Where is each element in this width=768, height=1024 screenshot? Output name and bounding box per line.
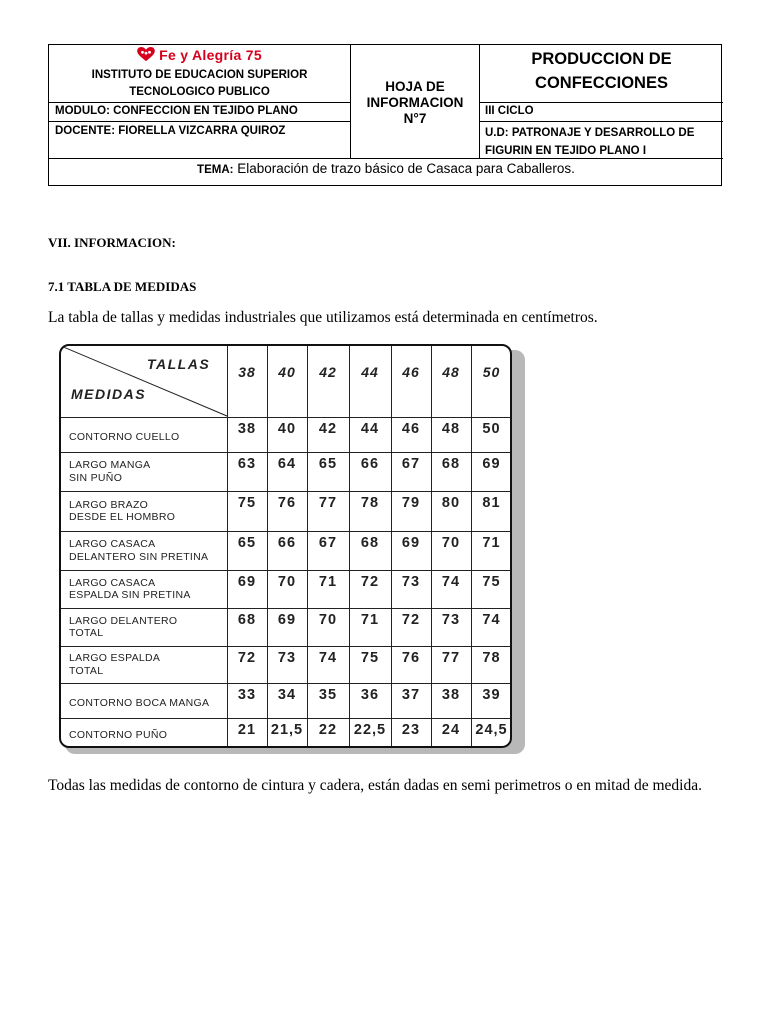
tema-label: TEMA: (197, 164, 234, 176)
header-divider (479, 102, 723, 103)
measurement-value: 23 (401, 722, 421, 738)
measurement-value: 75 (237, 495, 257, 511)
measurement-value: 67 (401, 456, 421, 472)
measurement-value: 46 (401, 421, 421, 437)
course-title-line: CONFECCIONES (535, 74, 668, 92)
hoja-informacion (351, 79, 479, 127)
measurement-value: 78 (482, 650, 501, 666)
measurement-value: 21 (237, 722, 257, 738)
size-header: 50 (482, 364, 501, 380)
measurement-label (69, 431, 180, 444)
measurement-value: 71 (360, 612, 380, 628)
measurement-value: 66 (360, 456, 380, 472)
measurement-label (69, 499, 175, 524)
measurement-value: 70 (441, 535, 461, 551)
ud-label (485, 124, 694, 160)
measurement-value: 72 (401, 612, 421, 628)
hoja-line: HOJA DE (385, 79, 445, 94)
header-divider (49, 102, 350, 103)
measurement-value: 72 (360, 574, 380, 590)
size-header: 48 (442, 364, 460, 380)
measurement-value: 63 (237, 456, 257, 472)
table-row-divider (61, 608, 510, 609)
measurement-value: 22,5 (353, 722, 387, 738)
measurement-value: 66 (277, 535, 297, 551)
measurement-value: 71 (318, 574, 338, 590)
table-row-divider (61, 683, 510, 684)
course-title (480, 47, 723, 95)
measurement-value: 44 (360, 421, 380, 437)
table-row-divider (61, 531, 510, 532)
measurement-value: 68 (237, 612, 257, 628)
measurement-value: 64 (277, 456, 297, 472)
measurement-value: 67 (318, 535, 338, 551)
measurement-value: 79 (401, 495, 421, 511)
measurement-label-line: LARGO CASACA (69, 538, 156, 550)
ud-line: U.D: PATRONAJE Y DESARROLLO DE (485, 127, 695, 139)
size-header: 42 (319, 364, 337, 380)
measurement-value: 75 (482, 574, 501, 590)
table-row-divider (61, 452, 510, 453)
measurement-value: 69 (401, 535, 421, 551)
ciclo-label: III CICLO (485, 105, 534, 117)
measurement-value: 77 (318, 495, 338, 511)
course-title-line: PRODUCCION DE (531, 50, 672, 68)
measurement-value: 81 (482, 495, 501, 511)
table-row-divider (61, 646, 510, 647)
intro-paragraph: La tabla de tallas y medidas industriales que utilizamos está determinada en centímetros. (48, 309, 598, 326)
measurement-value: 69 (237, 574, 257, 590)
measurement-label-line: ESPALDA SIN PRETINA (69, 589, 191, 601)
measurement-label-line: LARGO ESPALDA (69, 652, 161, 664)
table-row-divider (61, 570, 510, 571)
measurement-value: 70 (318, 612, 338, 628)
measurement-value: 74 (318, 650, 338, 666)
measurement-value: 21,5 (270, 722, 304, 738)
subsection-title: 7.1 TABLA DE MEDIDAS (48, 279, 197, 294)
size-header: 46 (402, 364, 420, 380)
measurement-value: 48 (441, 421, 461, 437)
measurement-label-line: SIN PUÑO (69, 471, 123, 484)
measurement-value: 69 (482, 456, 501, 472)
measurement-value: 68 (360, 535, 380, 551)
size-header: 44 (361, 364, 379, 380)
measurement-label-line: LARGO MANGA (69, 459, 151, 471)
measurement-value: 76 (277, 495, 297, 511)
measurement-label (69, 615, 177, 640)
institute-line: TECNOLOGICO PUBLICO (129, 86, 270, 98)
ud-line: FIGURIN EN TEJIDO PLANO I (485, 145, 647, 157)
measurement-value: 42 (318, 421, 338, 437)
measurement-value: 75 (360, 650, 380, 666)
institute-name (49, 67, 350, 101)
measurement-value: 70 (277, 574, 297, 590)
hoja-number: N°7 (403, 111, 427, 126)
modulo-label: MODULO: CONFECCION EN TEJIDO PLANO (55, 105, 298, 117)
measurement-value: 38 (237, 421, 257, 437)
footer-paragraph: Todas las medidas de contorno de cintura y cadera, están dadas en semi perimetros o en mitad de medida. (48, 777, 702, 794)
measurement-label-line: TOTAL (69, 664, 104, 677)
tema-text: Elaboración de trazo básico de Casaca para Caballeros. (237, 161, 575, 176)
measurement-value: 73 (401, 574, 421, 590)
header-medidas: MEDIDAS (71, 386, 147, 402)
measurement-value: 39 (482, 687, 501, 703)
measurement-value: 34 (277, 687, 297, 703)
docente-label: DOCENTE: FIORELLA VIZCARRA QUIROZ (55, 125, 286, 137)
measurement-label (69, 652, 160, 677)
measurement-value: 40 (277, 421, 297, 437)
measurement-value: 74 (482, 612, 501, 628)
measurement-label-line: CONTORNO PUÑO (69, 729, 168, 741)
measurement-value: 24,5 (475, 722, 508, 738)
measurement-value: 72 (237, 650, 257, 666)
measurement-label-line: LARGO BRAZO (69, 498, 149, 511)
hoja-line: INFORMACION (366, 95, 464, 110)
measurement-label-line: CONTORNO CUELLO (69, 430, 180, 443)
measurement-value: 50 (482, 421, 501, 437)
measurement-value: 22 (318, 722, 338, 738)
logo (49, 47, 350, 63)
section-title: VII. INFORMACION: (48, 235, 176, 250)
header-divider (49, 121, 350, 122)
header-tallas: TALLAS (147, 356, 211, 372)
measurement-value: 65 (318, 456, 338, 472)
measurement-value: 37 (401, 687, 421, 703)
measurement-value: 77 (441, 650, 461, 666)
table-row-divider (61, 718, 510, 719)
measurement-label (69, 538, 208, 563)
measurement-value: 69 (277, 612, 297, 628)
measurement-value: 76 (401, 650, 421, 666)
measurement-label-line: CONTORNO BOCA MANGA (69, 696, 210, 709)
measurement-value: 24 (441, 722, 461, 738)
header-divider (479, 121, 723, 122)
measurement-label-line: TOTAL (69, 627, 104, 639)
measurement-value: 38 (441, 687, 461, 703)
document-header (48, 44, 722, 186)
size-header: 40 (278, 364, 296, 380)
measurement-label-line: LARGO CASACA (69, 576, 156, 589)
measurement-value: 36 (360, 687, 380, 703)
measurement-value: 78 (360, 495, 380, 511)
measurement-value: 65 (237, 535, 257, 551)
measurement-label (69, 577, 191, 602)
measurement-label (69, 729, 167, 742)
measurement-label-line: DELANTERO SIN PRETINA (69, 550, 209, 563)
measurement-label-line: DESDE EL HOMBRO (69, 511, 176, 523)
measurement-value: 71 (482, 535, 501, 551)
measurement-value: 33 (237, 687, 257, 703)
measurement-value: 73 (277, 650, 297, 666)
logo-text: Fe y Alegría 75 (159, 47, 262, 63)
institute-line: INSTITUTO DE EDUCACION SUPERIOR (91, 69, 308, 81)
measurement-value: 80 (441, 495, 461, 511)
measurement-label (69, 459, 150, 484)
table-row-divider (61, 417, 510, 418)
heart-logo-icon (137, 47, 155, 62)
tema (49, 161, 723, 176)
measurement-value: 73 (441, 612, 461, 628)
size-header: 38 (238, 364, 256, 380)
table-row-divider (61, 491, 510, 492)
measurement-label-line: LARGO DELANTERO (69, 614, 178, 627)
measurement-value: 74 (441, 574, 461, 590)
measurement-label (69, 697, 209, 710)
measurements-table (59, 344, 512, 748)
measurement-value: 35 (318, 687, 338, 703)
measurement-value: 68 (441, 456, 461, 472)
